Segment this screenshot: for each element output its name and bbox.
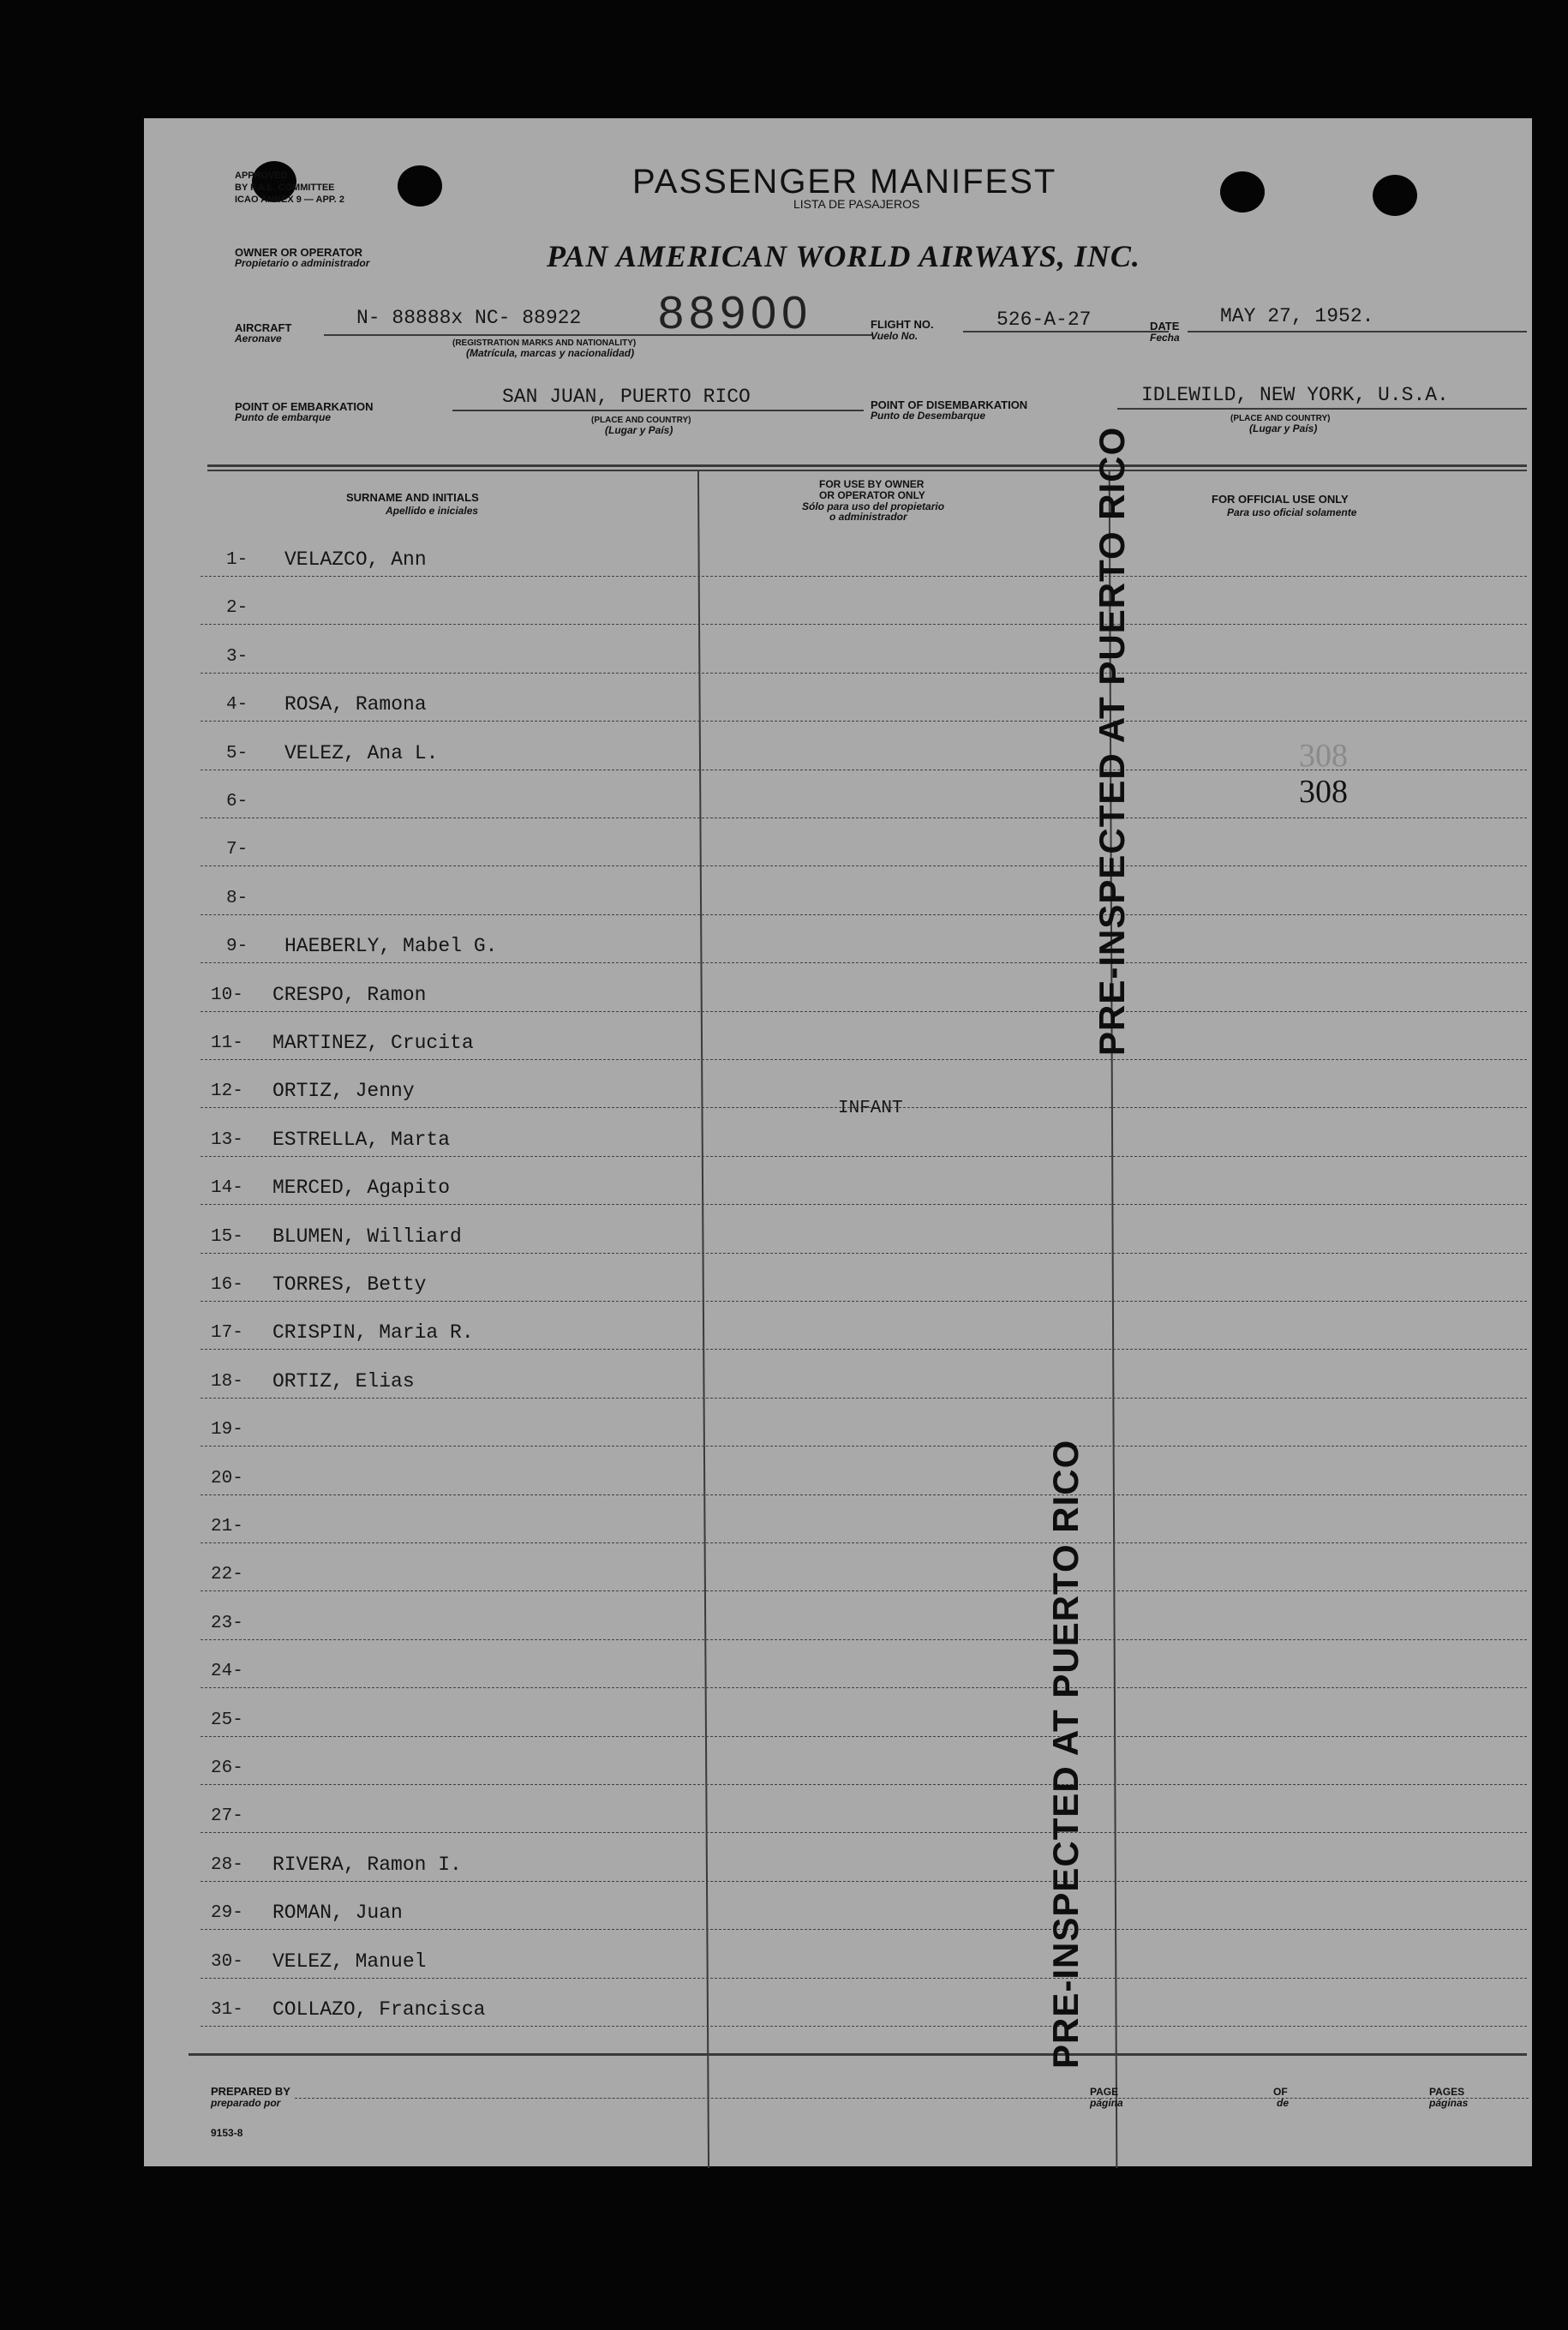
row-number: 23- — [211, 1614, 243, 1633]
column-header-owner-line3: Sólo para uso del propietario — [802, 500, 945, 512]
punch-hole-2 — [398, 165, 442, 207]
row-number: 26- — [211, 1758, 243, 1778]
owner-label: OWNER OR OPERATOR — [235, 246, 363, 259]
column-header-surname: SURNAME AND INITIALS — [346, 491, 479, 504]
official-number-faint: 308 — [1299, 738, 1348, 774]
table-row-rule — [200, 576, 1527, 577]
page-label-spanish: página — [1090, 2097, 1123, 2109]
table-row-rule — [200, 1639, 1527, 1640]
table-row-rule — [200, 1590, 1527, 1591]
table-row-rule — [200, 1253, 1527, 1254]
form-code: 9153-8 — [211, 2127, 243, 2139]
disembarkation-label-spanish: Punto de Desembarque — [871, 410, 986, 422]
manifest-sheet — [144, 118, 1532, 2166]
aircraft-label: AIRCRAFT — [235, 321, 292, 334]
row-number: 6- — [226, 792, 248, 812]
row-number: 16- — [211, 1275, 243, 1295]
row-number: 17- — [211, 1323, 243, 1343]
date-value: MAY 27, 1952. — [1220, 305, 1374, 327]
row-number: 30- — [211, 1952, 243, 1972]
page-label: PAGE — [1090, 2086, 1119, 2098]
row-number: 25- — [211, 1710, 243, 1730]
table-bottom-rule — [189, 2053, 1527, 2056]
row-number: 14- — [211, 1178, 243, 1198]
table-row-rule — [200, 1204, 1527, 1205]
table-row-rule — [200, 1881, 1527, 1882]
table-row-rule — [200, 1687, 1527, 1688]
approval-line-2: BY F.A.L. COMMITTEE — [235, 183, 335, 193]
table-row-rule — [200, 624, 1527, 625]
passenger-name: HAEBERLY, Mabel G. — [284, 935, 498, 957]
row-number: 9- — [226, 937, 248, 956]
row-number: 10- — [211, 985, 243, 1005]
table-row-rule — [200, 1301, 1527, 1302]
row-number: 13- — [211, 1130, 243, 1150]
of-label: OF — [1273, 2086, 1288, 2098]
row-number: 5- — [226, 744, 248, 764]
table-row-rule — [200, 721, 1527, 722]
table-row-rule — [200, 1156, 1527, 1157]
column-header-owner-line4: o administrador — [829, 511, 907, 523]
approval-line-1: APPROVED — [235, 171, 288, 181]
row-number: 28- — [211, 1855, 243, 1875]
embarkation-value: SAN JUAN, PUERTO RICO — [502, 386, 751, 408]
owner-label-spanish: Propietario o administrador — [235, 257, 370, 269]
row-number: 29- — [211, 1903, 243, 1923]
row-number: 8- — [226, 889, 248, 908]
row-number: 18- — [211, 1372, 243, 1392]
punch-hole-4 — [1373, 175, 1417, 216]
aircraft-value: N- 88888x NC- 88922 — [356, 307, 582, 329]
row-number: 19- — [211, 1420, 243, 1440]
of-label-spanish: de — [1277, 2097, 1290, 2109]
column-header-owner-line1: FOR USE BY OWNER — [819, 478, 925, 490]
table-row-rule — [200, 1832, 1527, 1833]
passenger-name: TORRES, Betty — [272, 1273, 427, 1296]
row-number: 3- — [226, 647, 248, 667]
row-number: 27- — [211, 1806, 243, 1826]
passenger-name: COLLAZO, Francisca — [272, 1998, 486, 2021]
embarkation-caption-spanish: (Lugar y País) — [605, 424, 673, 436]
row-number: 4- — [226, 695, 248, 715]
row-number: 20- — [211, 1469, 243, 1488]
disembarkation-value: IDLEWILD, NEW YORK, U.S.A. — [1141, 384, 1449, 406]
table-row-rule — [200, 673, 1527, 674]
embarkation-label: POINT OF EMBARKATION — [235, 400, 374, 413]
table-top-rule-2 — [207, 470, 1527, 471]
table-top-rule-1 — [207, 464, 1527, 467]
table-row-rule — [200, 1929, 1527, 1930]
row-number: 2- — [226, 598, 248, 618]
official-number: 308 — [1299, 774, 1348, 810]
table-row-rule — [200, 1736, 1527, 1737]
row-number: 11- — [211, 1033, 243, 1053]
row-number: 24- — [211, 1662, 243, 1681]
prepared-by-line — [295, 2098, 1529, 2099]
column-header-official-spanish: Para uso oficial solamente — [1227, 506, 1357, 518]
prepared-by-label-spanish: preparado por — [211, 2097, 281, 2109]
passenger-name: ROMAN, Juan — [272, 1902, 403, 1924]
pre-inspected-stamp-upper: PRE-INSPECTED AT PUERTO RICO — [1092, 426, 1132, 1056]
embarkation-caption: (PLACE AND COUNTRY) — [591, 416, 691, 425]
row-number: 21- — [211, 1517, 243, 1536]
prepared-by-label: PREPARED BY — [211, 2085, 290, 2098]
row-number: 22- — [211, 1565, 243, 1584]
page-title: PASSENGER MANIFEST — [632, 163, 1057, 201]
aircraft-caption-spanish: (Matrícula, marcas y nacionalidad) — [466, 347, 635, 359]
table-row-rule — [200, 1059, 1527, 1060]
flight-label: FLIGHT NO. — [871, 318, 934, 331]
row-number: 12- — [211, 1081, 243, 1101]
table-row-rule — [200, 1349, 1527, 1350]
column-header-surname-spanish: Apellido e iniciales — [386, 505, 479, 517]
disembarkation-caption-spanish: (Lugar y País) — [1249, 422, 1318, 434]
passenger-name: VELEZ, Manuel — [272, 1950, 427, 1973]
aircraft-handwritten-number: 88900 — [658, 287, 813, 338]
passenger-name: MARTINEZ, Crucita — [272, 1032, 474, 1054]
page-title-spanish: LISTA DE PASAJEROS — [793, 197, 920, 211]
column-divider-1 — [697, 471, 709, 2168]
table-row-rule — [200, 1978, 1527, 1979]
row-number: 31- — [211, 2000, 243, 2020]
table-row-rule — [200, 914, 1527, 915]
embarkation-underline — [452, 410, 864, 411]
embarkation-label-spanish: Punto de embarque — [235, 411, 332, 423]
aircraft-caption: (REGISTRATION MARKS AND NATIONALITY) — [452, 338, 637, 348]
pages-label-spanish: páginas — [1429, 2097, 1469, 2109]
aircraft-label-spanish: Aeronave — [235, 332, 282, 344]
table-row-rule — [200, 2026, 1527, 2027]
flight-value: 526-A-27 — [996, 308, 1092, 331]
pages-label: PAGES — [1429, 2086, 1465, 2098]
passenger-name: CRESPO, Ramon — [272, 984, 427, 1006]
passenger-name: ESTRELLA, Marta — [272, 1129, 451, 1151]
table-row-rule — [200, 1446, 1527, 1447]
passenger-name: MERCED, Agapito — [272, 1177, 451, 1199]
passenger-name: BLUMEN, Williard — [272, 1225, 462, 1248]
column-header-owner-line2: OR OPERATOR ONLY — [819, 489, 925, 501]
punch-hole-3 — [1220, 171, 1265, 213]
passenger-name: ROSA, Ramona — [284, 693, 427, 716]
passenger-name: ORTIZ, Elias — [272, 1370, 415, 1393]
passenger-name: VELEZ, Ana L. — [284, 742, 439, 764]
date-label-spanish: Fecha — [1150, 332, 1180, 344]
approval-line-3: ICAO ANNEX 9 — APP. 2 — [235, 195, 344, 205]
disembarkation-underline — [1117, 408, 1527, 410]
date-underline — [1188, 331, 1527, 332]
table-row-rule — [200, 1542, 1527, 1543]
row-number: 1- — [226, 550, 248, 570]
row-number: 7- — [226, 840, 248, 860]
table-row-rule — [200, 1011, 1527, 1012]
disembarkation-label: POINT OF DISEMBARKATION — [871, 398, 1028, 411]
flight-label-spanish: Vuelo No. — [871, 330, 919, 342]
row-number: 15- — [211, 1227, 243, 1247]
passenger-name: VELAZCO, Ann — [284, 548, 427, 571]
disembarkation-caption: (PLACE AND COUNTRY) — [1230, 414, 1331, 423]
table-row-rule — [200, 1494, 1527, 1495]
passenger-name: CRISPIN, Maria R. — [272, 1321, 474, 1344]
table-row-rule — [200, 1398, 1527, 1399]
infant-note: INFANT — [838, 1099, 903, 1118]
column-header-official: FOR OFFICIAL USE ONLY — [1212, 493, 1349, 506]
date-label: DATE — [1150, 320, 1180, 332]
passenger-name: RIVERA, Ramon I. — [272, 1854, 462, 1876]
owner-value: PAN AMERICAN WORLD AIRWAYS, INC. — [547, 239, 1140, 273]
passenger-name: ORTIZ, Jenny — [272, 1080, 415, 1102]
pre-inspected-stamp-lower: PRE-INSPECTED AT PUERTO RICO — [1045, 1439, 1086, 2069]
table-row-rule — [200, 962, 1527, 963]
flight-underline — [963, 331, 1169, 332]
table-row-rule — [200, 1784, 1527, 1785]
